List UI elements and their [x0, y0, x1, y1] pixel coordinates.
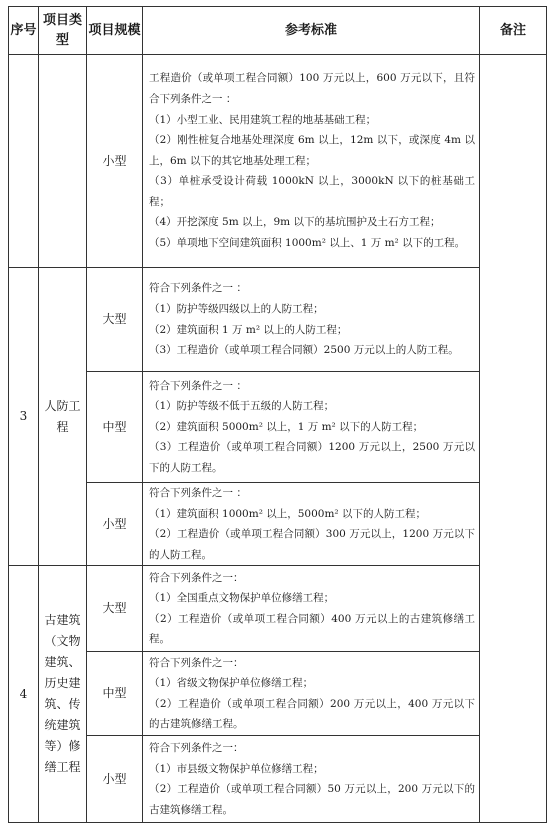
header-seq: 序号: [9, 7, 39, 55]
header-row: [9, 7, 547, 55]
scale-cell: 小型: [87, 736, 143, 823]
criteria-cell: [143, 652, 480, 736]
scale-cell: 大型: [87, 566, 143, 652]
criteria-line: （1）省级文物保护单位修缮工程；: [149, 677, 314, 690]
header-type: 项目类型: [39, 7, 87, 55]
header-criteria: 参考标准: [143, 7, 480, 55]
criteria-line: （2）工程造价（或单项工程合同额）200 万元以上，400 万元以下的古建筑修缮工程。: [149, 697, 475, 731]
criteria-cell: [143, 268, 480, 372]
criteria-line: 符合下列条件之一：: [149, 656, 244, 669]
criteria-line: （3）工程造价（或单项工程合同额）2500 万元以上的人防工程。: [149, 344, 459, 357]
seq-cell: 4: [9, 566, 39, 823]
type-cell: 古建筑（文物建筑、历史建筑、传统建筑等）修缮工程: [39, 566, 87, 823]
table-row: [9, 566, 547, 652]
criteria-line: （2）工程造价（或单项工程合同额）400 万元以上的古建筑修缮工程。: [149, 612, 475, 646]
criteria-line: （1）防护等级不低于五级的人防工程；: [149, 400, 335, 413]
criteria-line: （2）建筑面积 1 万 m² 以上的人防工程；: [149, 323, 348, 336]
criteria-line: （2）工程造价（或单项工程合同额）300 万元以上，1200 万元以下的人防工程。: [149, 528, 475, 561]
table-row: [9, 268, 547, 372]
table-row: [9, 736, 547, 823]
standards-table: [8, 6, 547, 823]
scale-cell: 小型: [87, 55, 143, 268]
criteria-line: 符合下列条件之一 ：: [149, 379, 247, 392]
criteria-line: 符合下列条件之一：: [149, 742, 244, 755]
criteria-line: （2）建筑面积 5000m² 以上，1 万 m² 以下的人防工程；: [149, 420, 424, 433]
criteria-line: （3）工程造价（或单项工程合同额）1200 万元以上，2500 万元以下的人防工程。: [149, 441, 475, 474]
table-row: [9, 55, 547, 268]
criteria-line: （2）刚性桩复合地基处理深度 6m 以上，12m 以下，或深度 4m 以上，6m 以下的其它地基处理工程；: [149, 134, 475, 167]
header-scale: 项目规模: [87, 7, 143, 55]
criteria-line: （2）工程造价（或单项工程合同额）50 万元以上，200 万元以下的古建筑修缮工程。: [149, 783, 475, 816]
criteria-line: 工程造价（或单项工程合同额）100 万元以上，600 万元以下，且符合下列条件之一 ：: [149, 72, 475, 105]
header-remark: 备注: [480, 7, 547, 55]
criteria-cell: [143, 372, 480, 483]
scale-cell: 中型: [87, 652, 143, 736]
type-cell-empty: [39, 55, 87, 268]
criteria-cell: [143, 55, 480, 268]
scale-cell: 大型: [87, 268, 143, 372]
seq-cell-empty: [9, 55, 39, 268]
scale-cell: 小型: [87, 483, 143, 566]
criteria-line: 符合下列条件之一 ：: [149, 282, 247, 295]
criteria-cell: [143, 566, 480, 652]
criteria-line: （1）防护等级四级以上的人防工程；: [149, 302, 324, 315]
criteria-line: （1）小型工业、民用建筑工程的地基基础工程；: [149, 113, 377, 126]
criteria-line: 符合下列条件之一 ：: [149, 487, 247, 499]
type-cell: 人防工程: [39, 268, 87, 566]
criteria-cell: [143, 736, 480, 823]
table-row: [9, 652, 547, 736]
table-row: [9, 483, 547, 566]
table-row: [9, 372, 547, 483]
criteria-line: （5）单项地下空间建筑面积 1000m² 以上、1 万 m² 以下的工程。: [149, 237, 466, 250]
criteria-line: （1）建筑面积 1000m² 以上，5000m² 以下的人防工程；: [149, 507, 426, 520]
criteria-line: （1）市县级文物保护单位修缮工程；: [149, 762, 324, 775]
remark-cell: [480, 55, 547, 823]
criteria-line: （1）全国重点文物保护单位修缮工程；: [149, 592, 335, 605]
criteria-line: 符合下列条件之一：: [149, 571, 244, 584]
seq-cell: 3: [9, 268, 39, 566]
criteria-cell: [143, 483, 480, 566]
criteria-line: （4）开挖深度 5m 以上，9m 以下的基坑围护及土石方工程；: [149, 216, 441, 229]
scale-cell: 中型: [87, 372, 143, 483]
criteria-line: （3）单桩承受设计荷载 1000kN 以上，3000kN 以下的桩基础工程；: [149, 175, 475, 208]
